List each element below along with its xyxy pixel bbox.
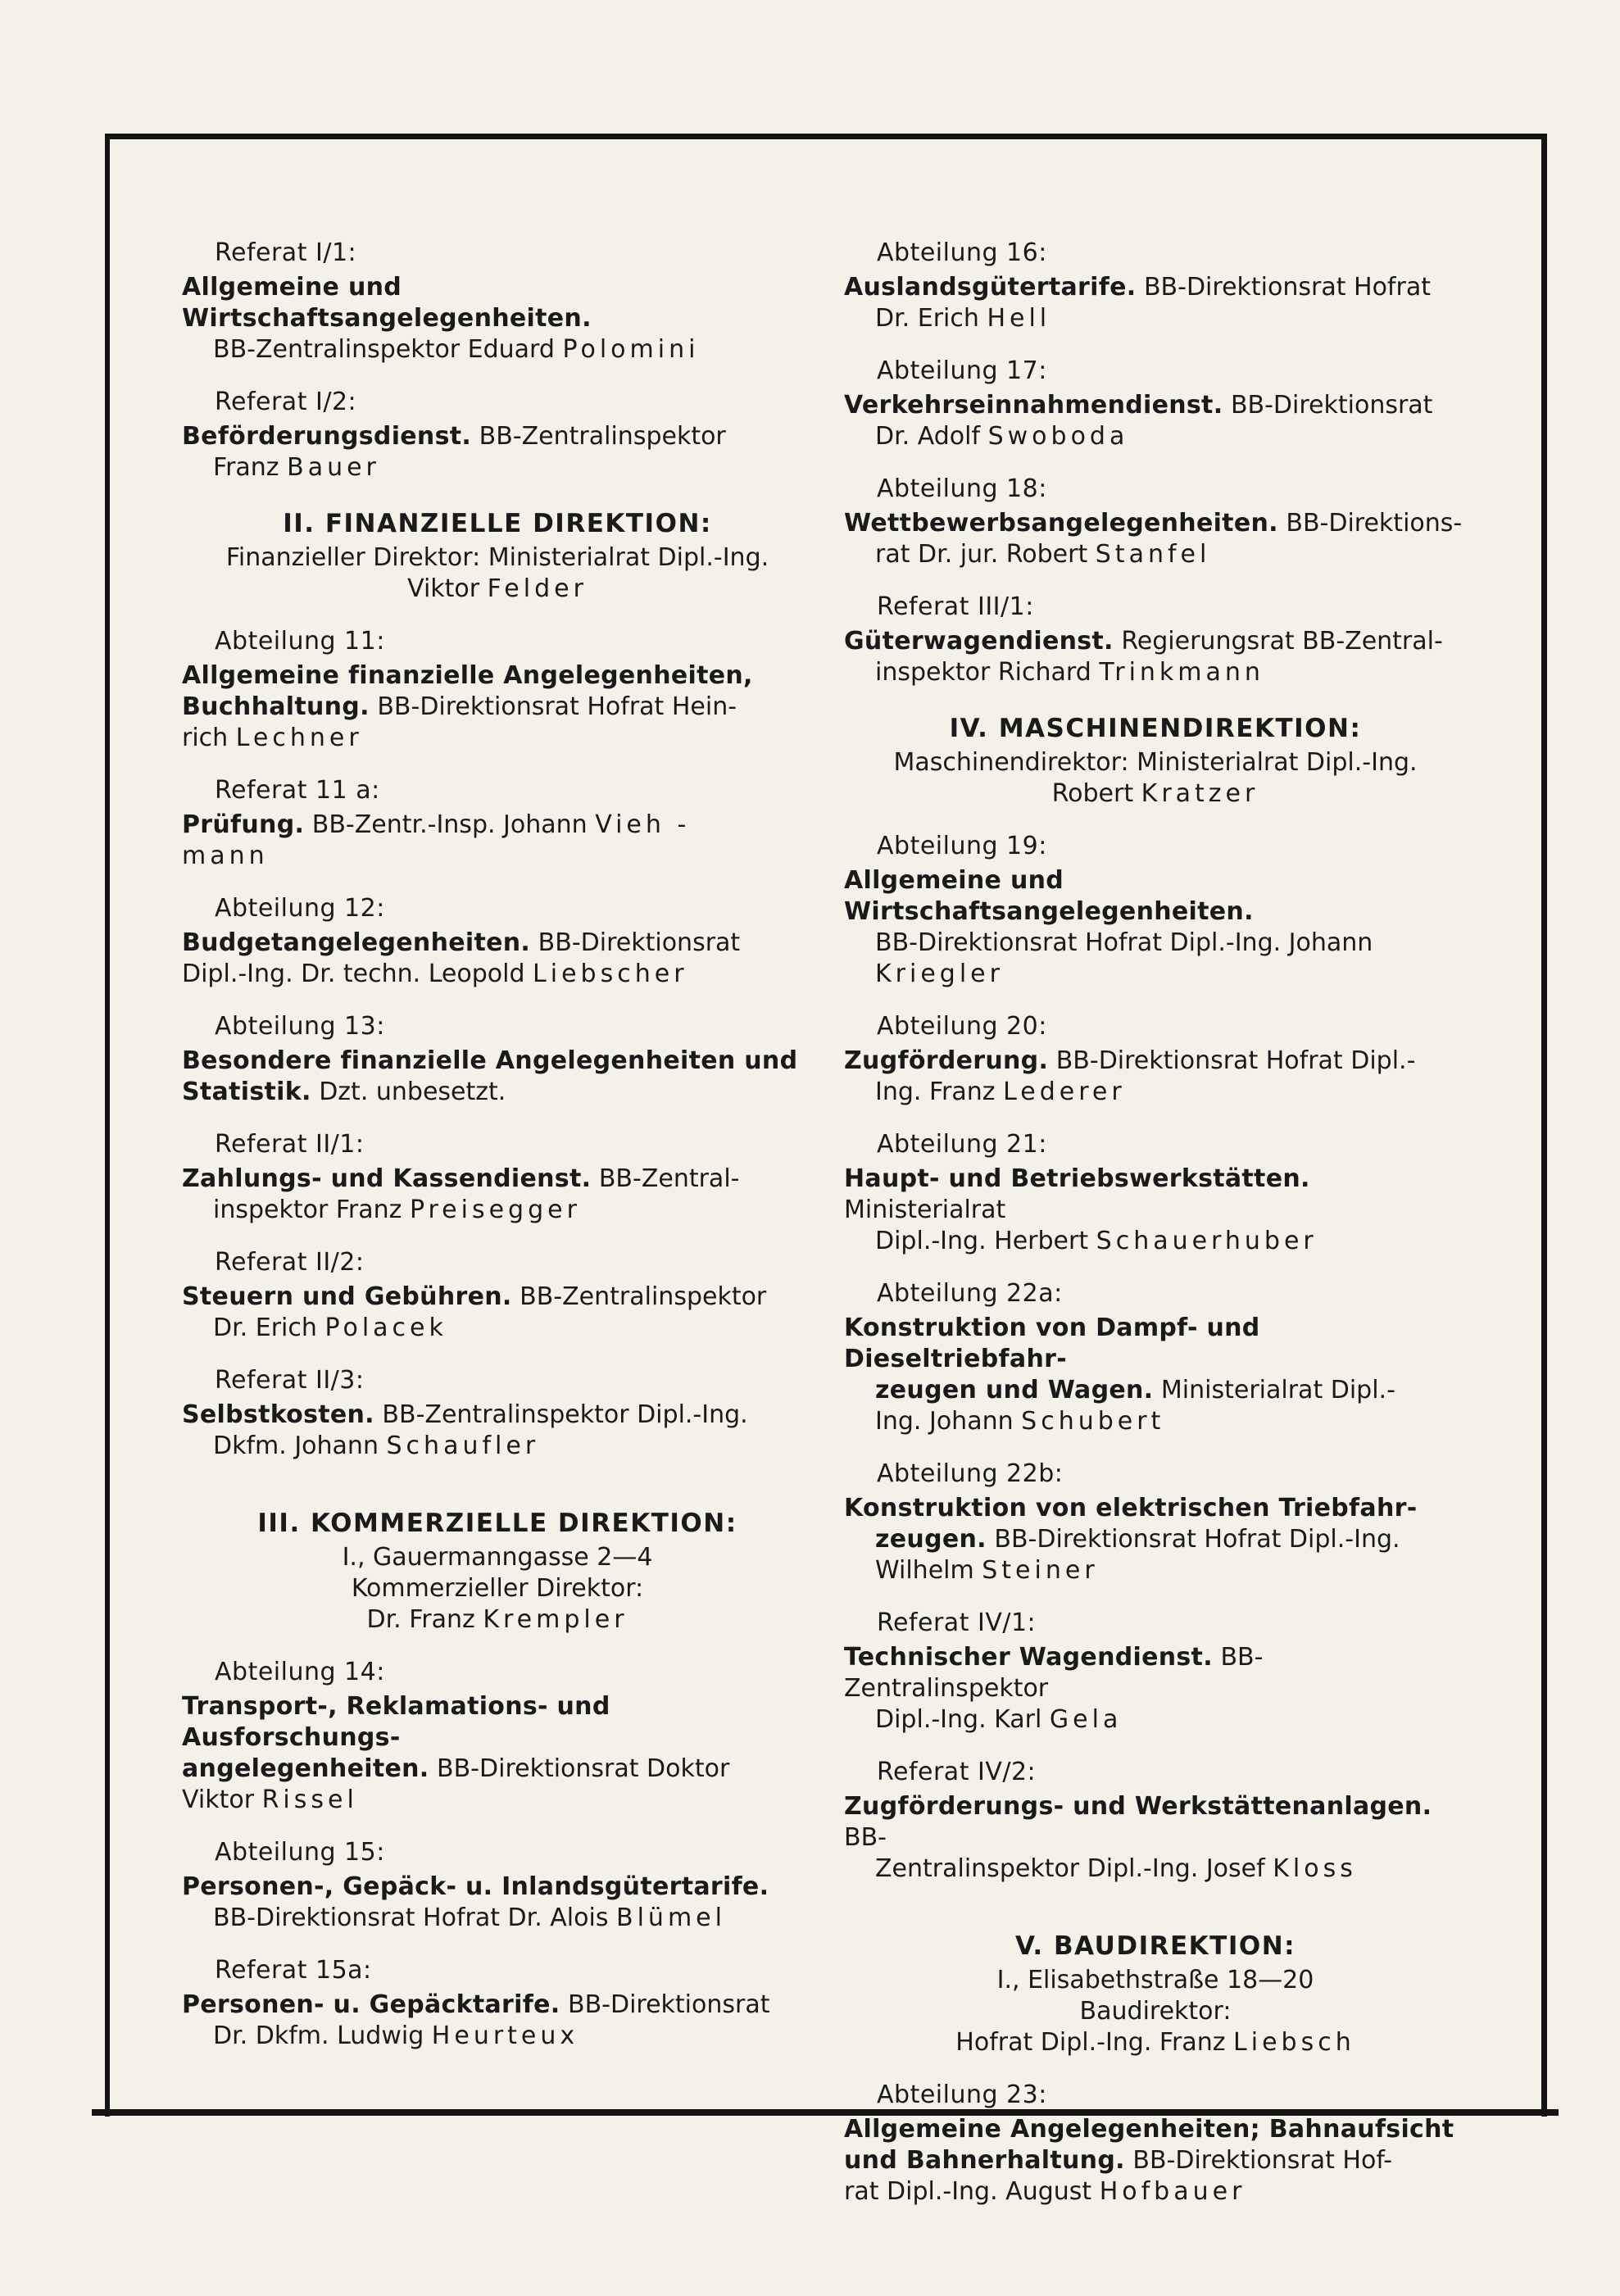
entry-heading: Referat II/3: (215, 1366, 365, 1395)
section-title-kommerzielle-direktion: III. KOMMERZIELLE DIREKTION: (257, 1509, 737, 1538)
person-name: Kriegler (875, 960, 1004, 988)
entry-referat-ii-2 (182, 1247, 813, 1344)
person-name: Felder (487, 574, 588, 603)
department-name: und Bahnerhaltung. (844, 2146, 1125, 2175)
person-name: Schaufler (386, 1432, 540, 1460)
person-name: mann (182, 842, 269, 870)
entry-text: Ing. Johann (875, 1407, 1014, 1436)
department-name: Technischer Wagendienst. (844, 1643, 1213, 1672)
person-name: Heurteux (431, 2021, 579, 2050)
department-name: Personen- u. Gepäcktarife. (182, 1990, 560, 2019)
department-name: Buchhaltung. (182, 692, 370, 721)
entry-abteilung-14 (182, 1657, 813, 1816)
department-name: Haupt- und Betriebswerkstätten. (844, 1164, 1310, 1193)
entry-heading: Referat II/2: (215, 1248, 365, 1277)
person-name: Rissel (261, 1786, 358, 1814)
section-info (182, 1542, 813, 1636)
entry-heading: Abteilung 12: (215, 894, 385, 923)
entry-abteilung-22b (844, 1459, 1467, 1586)
entry-text: Wilhelm (875, 1556, 974, 1585)
entry-text: BB-Zentralinspektor Dipl.-Ing. (382, 1400, 748, 1429)
entry-text: BB-Direktionsrat Hofrat Dipl.-Ing. (994, 1525, 1400, 1554)
entry-text: Dipl.-Ing. Herbert (875, 1227, 1089, 1255)
department-name: Verkehrseinnahmendienst. (844, 391, 1223, 420)
entry-text: BB-Direktionsrat Hofrat Dr. Alois (213, 1904, 609, 1932)
department-name: Auslandsgütertarife. (844, 273, 1137, 302)
person-name: Trinkmann (1099, 658, 1264, 687)
department-name: zeugen und Wagen. (875, 1376, 1154, 1404)
department-name: Güterwagendienst. (844, 627, 1114, 656)
department-name: Personen-, Gepäck- u. Inlandsgütertarife. (182, 1872, 769, 1901)
entry-heading: Abteilung 22a: (877, 1279, 1063, 1308)
section-line: I., Gauermanngasse 2—4 (342, 1543, 653, 1572)
entry-heading: Referat IV/1: (877, 1609, 1037, 1637)
entry-heading: Abteilung 22b: (877, 1459, 1064, 1488)
person-name: Steiner (982, 1556, 1099, 1585)
left-column (182, 238, 813, 2073)
entry-text: rat Dipl.-Ing. August (844, 2177, 1092, 2206)
entry-text: BB-Direktionsrat Hofrat Dipl.- (1055, 1046, 1416, 1075)
entry-abteilung-21 (844, 1129, 1467, 1257)
entry-abteilung-22a (844, 1278, 1467, 1437)
department-name: Selbstkosten. (182, 1400, 374, 1429)
entry-abteilung-13 (182, 1011, 813, 1108)
entry-heading: Abteilung 17: (877, 356, 1047, 385)
entry-text: BB-Direktionsrat (567, 1990, 770, 2019)
entry-text: Dr. Dkfm. Ludwig (213, 2021, 424, 2050)
entry-heading: Referat I/1: (215, 238, 357, 267)
entry-text: rat Dr. jur. Robert (875, 540, 1088, 569)
entry-heading: Abteilung 13: (215, 1012, 385, 1041)
entry-text: Dr. Adolf (875, 422, 981, 451)
entry-text: BB-Direktionsrat Hof- (1132, 2146, 1393, 2175)
person-name: Lechner (235, 724, 363, 752)
person-name: Hell (987, 304, 1051, 333)
entry-text: BB- (844, 1823, 887, 1852)
entry-text: rich (182, 724, 229, 752)
person-name: Bauer (287, 453, 380, 482)
section-title-baudirektion: V. BAUDIREKTION: (1014, 1931, 1296, 1961)
person-name: Hofbauer (1099, 2177, 1246, 2206)
person-name: Stanfel (1095, 540, 1211, 569)
entry-text: BB-Zentral- (598, 1164, 740, 1193)
department-name: Allgemeine Angelegenheiten; Bahnaufsicht (844, 2115, 1454, 2144)
department-name: Allgemeine und Wirtschaftsangelegenheiten. (182, 273, 592, 333)
person-name: Swoboda (987, 422, 1129, 451)
entry-referat-ii-1 (182, 1129, 813, 1226)
section-line: I., Elisabethstraße 18—20 (996, 1966, 1314, 1994)
entry-heading: Abteilung 14: (215, 1658, 385, 1686)
entry-referat-11a (182, 775, 813, 872)
section-line: Robert (1051, 779, 1134, 808)
person-name: Lederer (1003, 1078, 1126, 1106)
entry-text: Franz (213, 453, 279, 482)
department-name: zeugen. (875, 1525, 987, 1554)
entry-heading: Abteilung 15: (215, 1838, 385, 1867)
department-name: Allgemeine finanzielle Angelegenheiten, (182, 661, 753, 690)
entry-abteilung-15 (182, 1837, 813, 1934)
entry-referat-iii-1 (844, 592, 1467, 688)
entry-heading: Referat I/2: (215, 388, 357, 416)
entry-referat-i-1 (182, 238, 813, 365)
entry-text: BB-Zentralinspektor (479, 422, 726, 451)
entry-text: BB-Direktionsrat (1230, 391, 1433, 420)
person-name: Polomini (562, 335, 700, 364)
entry-abteilung-23 (844, 2080, 1467, 2208)
entry-heading: Referat III/1: (877, 592, 1034, 621)
entry-text: BB-Direktionsrat Hofrat Dipl.-Ing. Johann (875, 928, 1373, 957)
entry-heading: Abteilung 18: (877, 474, 1047, 503)
entry-abteilung-12 (182, 893, 813, 990)
person-name: Polacek (324, 1314, 447, 1342)
entry-heading: Abteilung 23: (877, 2080, 1047, 2109)
entry-text: BB-Zentr.-Insp. Johann (311, 810, 588, 839)
person-name: Kloss (1273, 1854, 1357, 1883)
entry-text: Ministerialrat (844, 1196, 1006, 1224)
entry-abteilung-17 (844, 356, 1467, 452)
department-name: Beförderungsdienst. (182, 422, 472, 451)
entry-referat-iv-1 (844, 1608, 1467, 1736)
section-line: Dr. Franz (366, 1605, 475, 1634)
person-name: Gela (1049, 1705, 1123, 1734)
department-name: Statistik. (182, 1078, 311, 1106)
entry-abteilung-11 (182, 626, 813, 754)
entry-text: Dipl.-Ing. Karl (875, 1705, 1042, 1734)
entry-text: Dzt. unbesetzt. (319, 1078, 506, 1106)
entry-heading: Abteilung 11: (215, 627, 385, 656)
entry-abteilung-19 (844, 831, 1467, 990)
entry-text: Ministerialrat Dipl.- (1160, 1376, 1395, 1404)
person-name: Schauerhuber (1096, 1227, 1318, 1255)
department-name: Steuern und Gebühren. (182, 1282, 512, 1311)
section-line: Maschinendirektor: Ministerialrat Dipl.-Ing. (893, 748, 1418, 777)
department-name: Zugförderungs- und Werkstättenanlagen. (844, 1792, 1432, 1821)
entry-text: Ing. Franz (875, 1078, 996, 1106)
section-title-finanzielle-direktion: II. FINANZIELLE DIREKTION: (283, 509, 712, 538)
entry-heading: Abteilung 20: (877, 1012, 1047, 1041)
section-line: Hofrat Dipl.-Ing. Franz (955, 2028, 1226, 2057)
entry-referat-15a (182, 1955, 813, 2052)
right-column (844, 238, 1467, 2229)
department-name: Prüfung. (182, 810, 305, 839)
entry-text: Regierungsrat BB-Zentral- (1121, 627, 1443, 656)
department-name: Konstruktion von Dampf- und Dieseltriebfahr- (844, 1314, 1260, 1373)
entry-referat-ii-3 (182, 1365, 813, 1462)
entry-text: BB-Direktions- (1286, 509, 1463, 538)
person-name: Kratzer (1141, 779, 1259, 808)
entry-text: BB-Zentralinspektor Eduard (213, 335, 555, 364)
section-line: Kommerzieller Direktor: (351, 1574, 644, 1603)
entry-text: inspektor Richard (875, 658, 1091, 687)
entry-text: BB-Direktionsrat Hofrat (1143, 273, 1431, 302)
entry-heading: Abteilung 16: (877, 238, 1047, 267)
department-name: Besondere finanzielle Angelegenheiten und (182, 1046, 798, 1075)
entry-text: Viktor (182, 1786, 255, 1814)
department-name: Zahlungs- und Kassendienst. (182, 1164, 592, 1193)
entry-referat-i-2 (182, 387, 813, 483)
entry-text: Dipl.-Ing. Dr. techn. Leopold (182, 960, 525, 988)
department-name: Konstruktion von elektrischen Triebfahr- (844, 1494, 1418, 1522)
entry-heading: Abteilung 19: (877, 832, 1047, 860)
section-line: Viktor (407, 574, 480, 603)
person-name: Preisegger (409, 1196, 581, 1224)
entry-heading: Referat IV/2: (877, 1758, 1037, 1786)
entry-heading: Abteilung 21: (877, 1130, 1047, 1159)
person-name: Krempler (483, 1605, 628, 1634)
department-name: Zugförderung. (844, 1046, 1049, 1075)
entry-heading: Referat II/1: (215, 1130, 365, 1159)
entry-text: BB-Direktionsrat Doktor (437, 1754, 730, 1783)
department-name: Allgemeine und Wirtschaftsangelegenheiten. (844, 866, 1254, 926)
section-line: Finanzieller Direktor: Ministerialrat Dipl.-Ing. (225, 543, 769, 572)
person-name: Liebscher (533, 960, 688, 988)
entry-referat-iv-2 (844, 1757, 1467, 1885)
person-name: Liebsch (1233, 2028, 1355, 2057)
entry-heading: Referat 11 a: (215, 776, 380, 805)
department-name: Budgetangelegenheiten. (182, 928, 531, 957)
person-name: Schubert (1021, 1407, 1165, 1436)
entry-text: BB-Direktionsrat (538, 928, 741, 957)
entry-heading: Referat 15a: (215, 1956, 372, 1985)
section-info (844, 747, 1467, 810)
person-name: Vieh - (595, 810, 691, 839)
entry-text: Dkfm. Johann (213, 1432, 379, 1460)
entry-text: Dr. Erich (875, 304, 979, 333)
entry-abteilung-20 (844, 1011, 1467, 1108)
entry-abteilung-18 (844, 474, 1467, 570)
section-title-maschinendirektion: IV. MASCHINENDIREKTION: (949, 714, 1362, 743)
section-info (844, 1965, 1467, 2058)
entry-text: inspektor Franz (213, 1196, 402, 1224)
entry-abteilung-16 (844, 238, 1467, 334)
section-info (182, 542, 813, 605)
entry-text: BB-Direktionsrat Hofrat Hein- (377, 692, 737, 721)
entry-text: BB-Zentralinspektor (844, 1643, 1264, 1703)
section-line: Baudirektor: (1079, 1997, 1232, 2026)
department-name: angelegenheiten. (182, 1754, 429, 1783)
department-name: Transport-, Reklamations- und Ausforschungs- (182, 1692, 610, 1752)
person-name: Blümel (616, 1904, 726, 1932)
entry-text: BB-Zentralinspektor (520, 1282, 767, 1311)
department-name: Wettbewerbsangelegenheiten. (844, 509, 1278, 538)
entry-text: Dr. Erich (213, 1314, 317, 1342)
entry-text: Zentralinspektor Dipl.-Ing. Josef (875, 1854, 1265, 1883)
